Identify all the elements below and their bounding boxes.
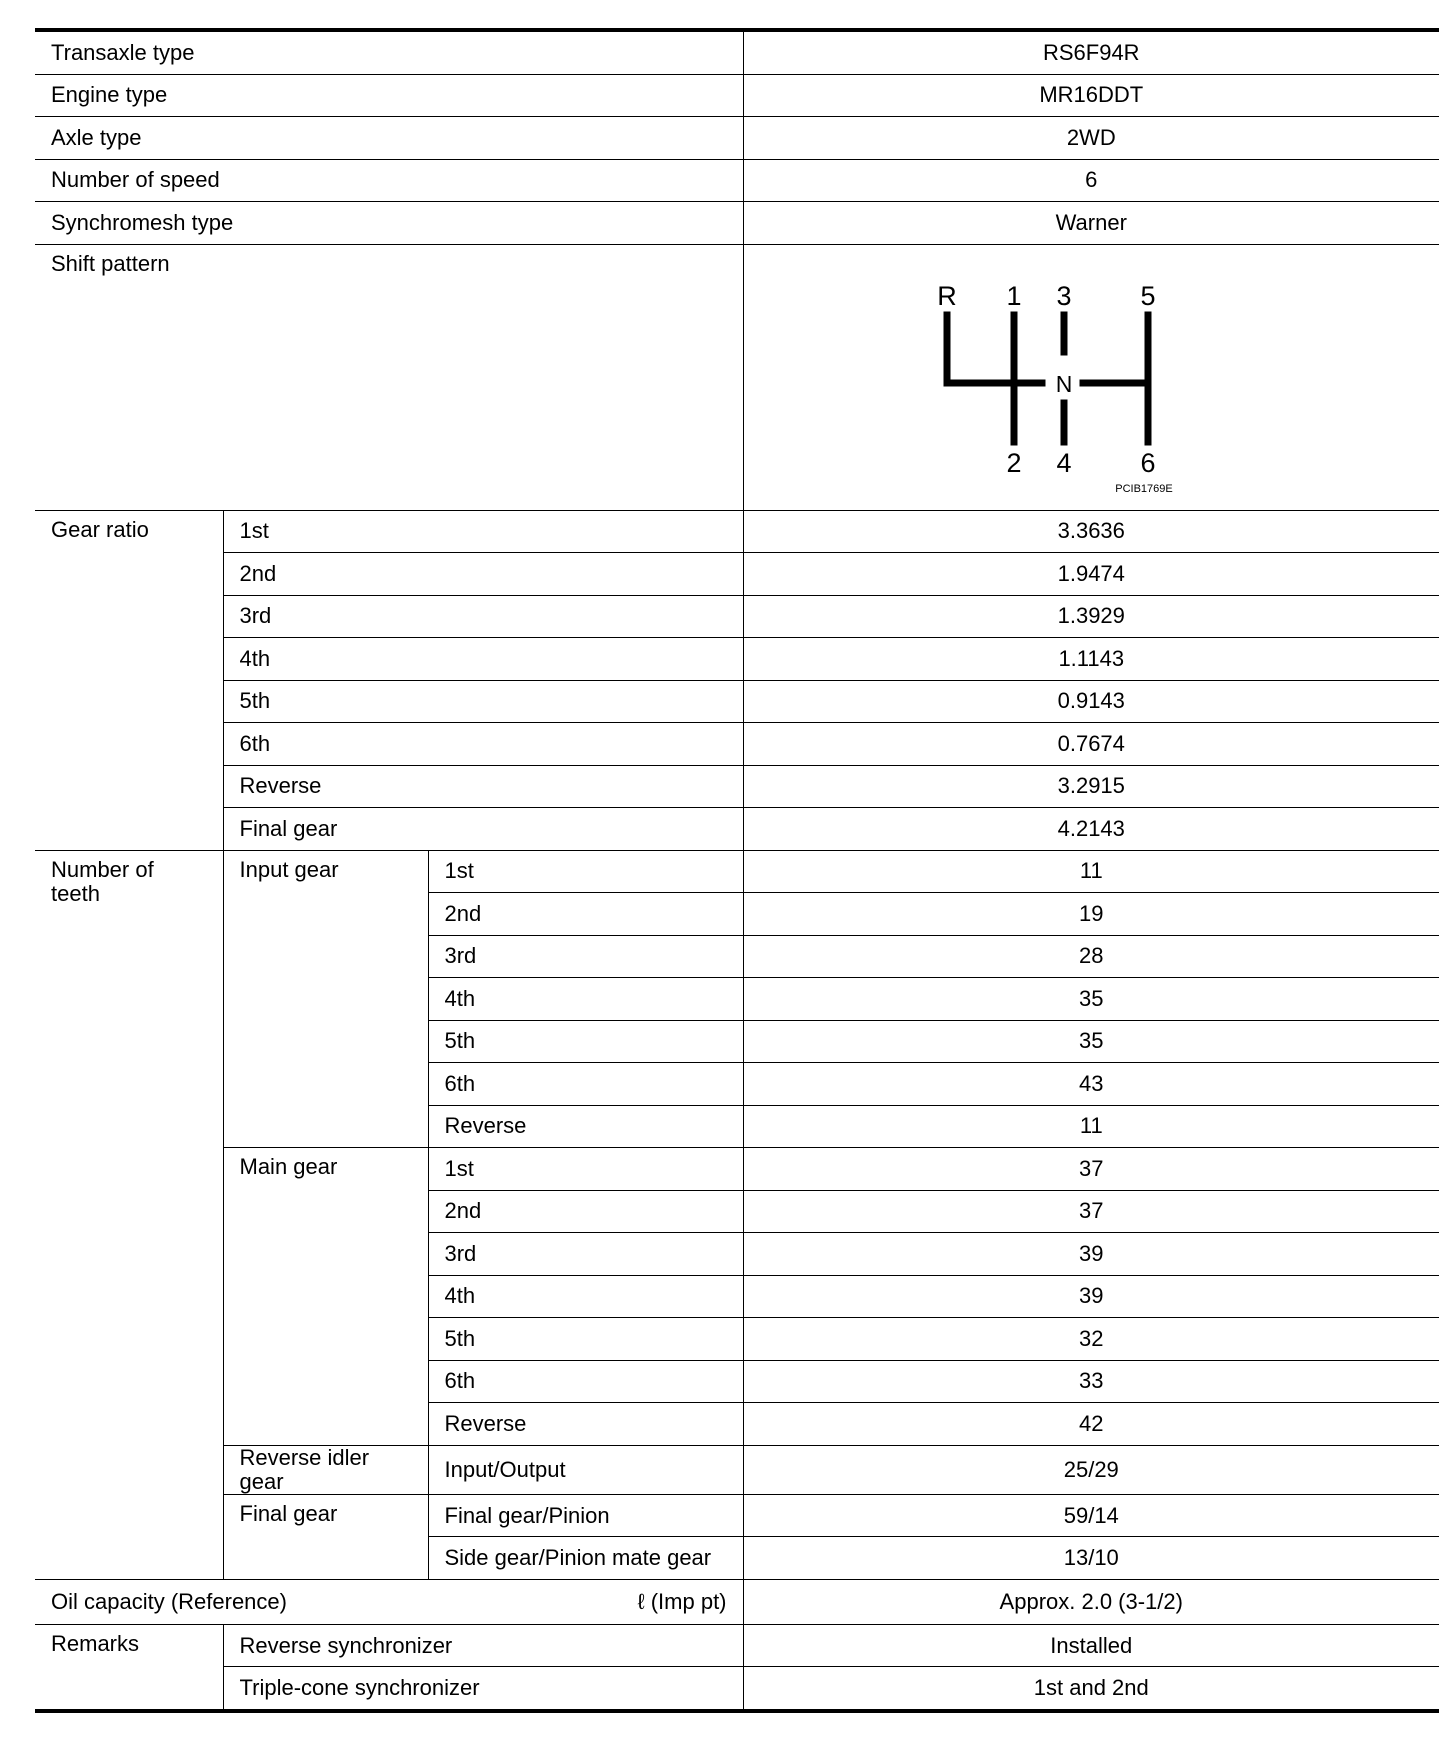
transaxle-spec-table — [35, 28, 1439, 1713]
table-row — [35, 117, 1439, 160]
main-gear-value: 42 — [743, 1403, 1439, 1446]
main-gear-value: 37 — [743, 1148, 1439, 1191]
table-row — [35, 1494, 1439, 1537]
main-gear-item: Reverse — [428, 1403, 743, 1446]
reverse-idler-gear-value: 25/29 — [743, 1445, 1439, 1494]
input-gear-item: 4th — [428, 978, 743, 1021]
gear-ratio-label: Gear ratio — [35, 510, 223, 850]
figure-code: PCIB1769E — [1114, 483, 1173, 495]
shift-pattern-diagram — [744, 248, 1440, 506]
table-row — [35, 1624, 1439, 1667]
gate-label-2: 2 — [1006, 448, 1022, 478]
shift-pattern-svg — [744, 248, 1439, 506]
main-gear-item: 5th — [428, 1318, 743, 1361]
input-gear-item: 6th — [428, 1063, 743, 1106]
oil-capacity-label: Oil capacity (Reference) — [51, 1588, 287, 1614]
main-gear-item: 4th — [428, 1275, 743, 1318]
table-row — [35, 74, 1439, 117]
gear-ratio-value: 1.3929 — [743, 595, 1439, 638]
transaxle-type-value: RS6F94R — [743, 30, 1439, 74]
input-gear-item: 2nd — [428, 893, 743, 936]
main-gear-label: Main gear — [223, 1148, 428, 1446]
input-gear-item: Reverse — [428, 1105, 743, 1148]
oil-capacity-cell — [35, 1579, 743, 1624]
gate-label-6: 6 — [1140, 448, 1156, 478]
main-gear-value: 33 — [743, 1360, 1439, 1403]
gear-ratio-gear: Reverse — [223, 765, 743, 808]
number-of-speed-label: Number of speed — [35, 159, 743, 202]
gear-ratio-value: 1.9474 — [743, 553, 1439, 596]
main-gear-value: 39 — [743, 1275, 1439, 1318]
input-gear-value: 11 — [743, 850, 1439, 893]
remarks-item: Reverse synchronizer — [223, 1624, 743, 1667]
remarks-value: 1st and 2nd — [743, 1667, 1439, 1711]
table-row — [35, 510, 1439, 553]
gate-label-3: 3 — [1056, 281, 1072, 311]
table-row — [35, 765, 1439, 808]
final-gear-item: Final gear/Pinion — [428, 1494, 743, 1537]
table-row — [35, 850, 1439, 893]
final-gear-value: 59/14 — [743, 1494, 1439, 1537]
gear-ratio-value: 3.2915 — [743, 765, 1439, 808]
remarks-label: Remarks — [35, 1624, 223, 1711]
remarks-item: Triple-cone synchronizer — [223, 1667, 743, 1711]
axle-type-label: Axle type — [35, 117, 743, 160]
number-of-speed-value: 6 — [743, 159, 1439, 202]
gate-label-1: 1 — [1006, 281, 1022, 311]
synchromesh-type-value: Warner — [743, 202, 1439, 245]
oil-capacity-unit: ℓ (Imp pt) — [637, 1588, 727, 1614]
engine-type-value: MR16DDT — [743, 74, 1439, 117]
final-gear-item: Side gear/Pinion mate gear — [428, 1537, 743, 1580]
remarks-value: Installed — [743, 1624, 1439, 1667]
input-gear-value: 11 — [743, 1105, 1439, 1148]
input-gear-value: 28 — [743, 935, 1439, 978]
table-row — [35, 159, 1439, 202]
input-gear-item: 5th — [428, 1020, 743, 1063]
table-row — [35, 1148, 1439, 1191]
input-gear-value: 35 — [743, 1020, 1439, 1063]
shift-pattern-label: Shift pattern — [35, 244, 743, 510]
main-gear-item: 2nd — [428, 1190, 743, 1233]
table-row — [35, 202, 1439, 245]
number-of-teeth-label: Number of teeth — [35, 850, 223, 1579]
gear-ratio-gear: 3rd — [223, 595, 743, 638]
transaxle-type-label: Transaxle type — [35, 30, 743, 74]
main-gear-item: 1st — [428, 1148, 743, 1191]
gate-label-5: 5 — [1140, 281, 1156, 311]
gear-ratio-value: 0.9143 — [743, 680, 1439, 723]
final-gear-label: Final gear — [223, 1494, 428, 1579]
reverse-idler-gear-item: Input/Output — [428, 1445, 743, 1494]
gate-label-n: N — [1055, 371, 1072, 397]
gear-ratio-value: 4.2143 — [743, 808, 1439, 851]
gear-ratio-value: 1.1143 — [743, 638, 1439, 681]
table-row — [35, 1445, 1439, 1494]
gear-ratio-gear: 1st — [223, 510, 743, 553]
main-gear-item: 3rd — [428, 1233, 743, 1276]
table-row — [35, 30, 1439, 74]
axle-type-value: 2WD — [743, 117, 1439, 160]
main-gear-value: 37 — [743, 1190, 1439, 1233]
gear-ratio-gear: 2nd — [223, 553, 743, 596]
input-gear-value: 19 — [743, 893, 1439, 936]
table-row — [35, 680, 1439, 723]
gear-ratio-gear: 6th — [223, 723, 743, 766]
table-row — [35, 638, 1439, 681]
gear-ratio-value: 3.3636 — [743, 510, 1439, 553]
gear-ratio-gear: Final gear — [223, 808, 743, 851]
gear-ratio-gear: 4th — [223, 638, 743, 681]
table-row — [35, 808, 1439, 851]
table-row — [35, 1579, 1439, 1624]
main-gear-value: 39 — [743, 1233, 1439, 1276]
gear-ratio-gear: 5th — [223, 680, 743, 723]
input-gear-label: Input gear — [223, 850, 428, 1148]
main-gear-item: 6th — [428, 1360, 743, 1403]
shift-pattern-cell — [743, 244, 1439, 510]
gate-label-r: R — [936, 281, 957, 311]
table-row — [35, 723, 1439, 766]
gate-label-4: 4 — [1056, 448, 1072, 478]
input-gear-item: 1st — [428, 850, 743, 893]
table-row — [35, 595, 1439, 638]
table-row — [35, 553, 1439, 596]
input-gear-value: 35 — [743, 978, 1439, 1021]
synchromesh-type-label: Synchromesh type — [35, 202, 743, 245]
main-gear-value: 32 — [743, 1318, 1439, 1361]
reverse-idler-gear-label: Reverse idler gear — [223, 1445, 428, 1494]
table-row — [35, 1667, 1439, 1711]
gear-ratio-value: 0.7674 — [743, 723, 1439, 766]
oil-capacity-value: Approx. 2.0 (3-1/2) — [743, 1579, 1439, 1624]
final-gear-value: 13/10 — [743, 1537, 1439, 1580]
input-gear-item: 3rd — [428, 935, 743, 978]
input-gear-value: 43 — [743, 1063, 1439, 1106]
table-row — [35, 244, 1439, 510]
engine-type-label: Engine type — [35, 74, 743, 117]
